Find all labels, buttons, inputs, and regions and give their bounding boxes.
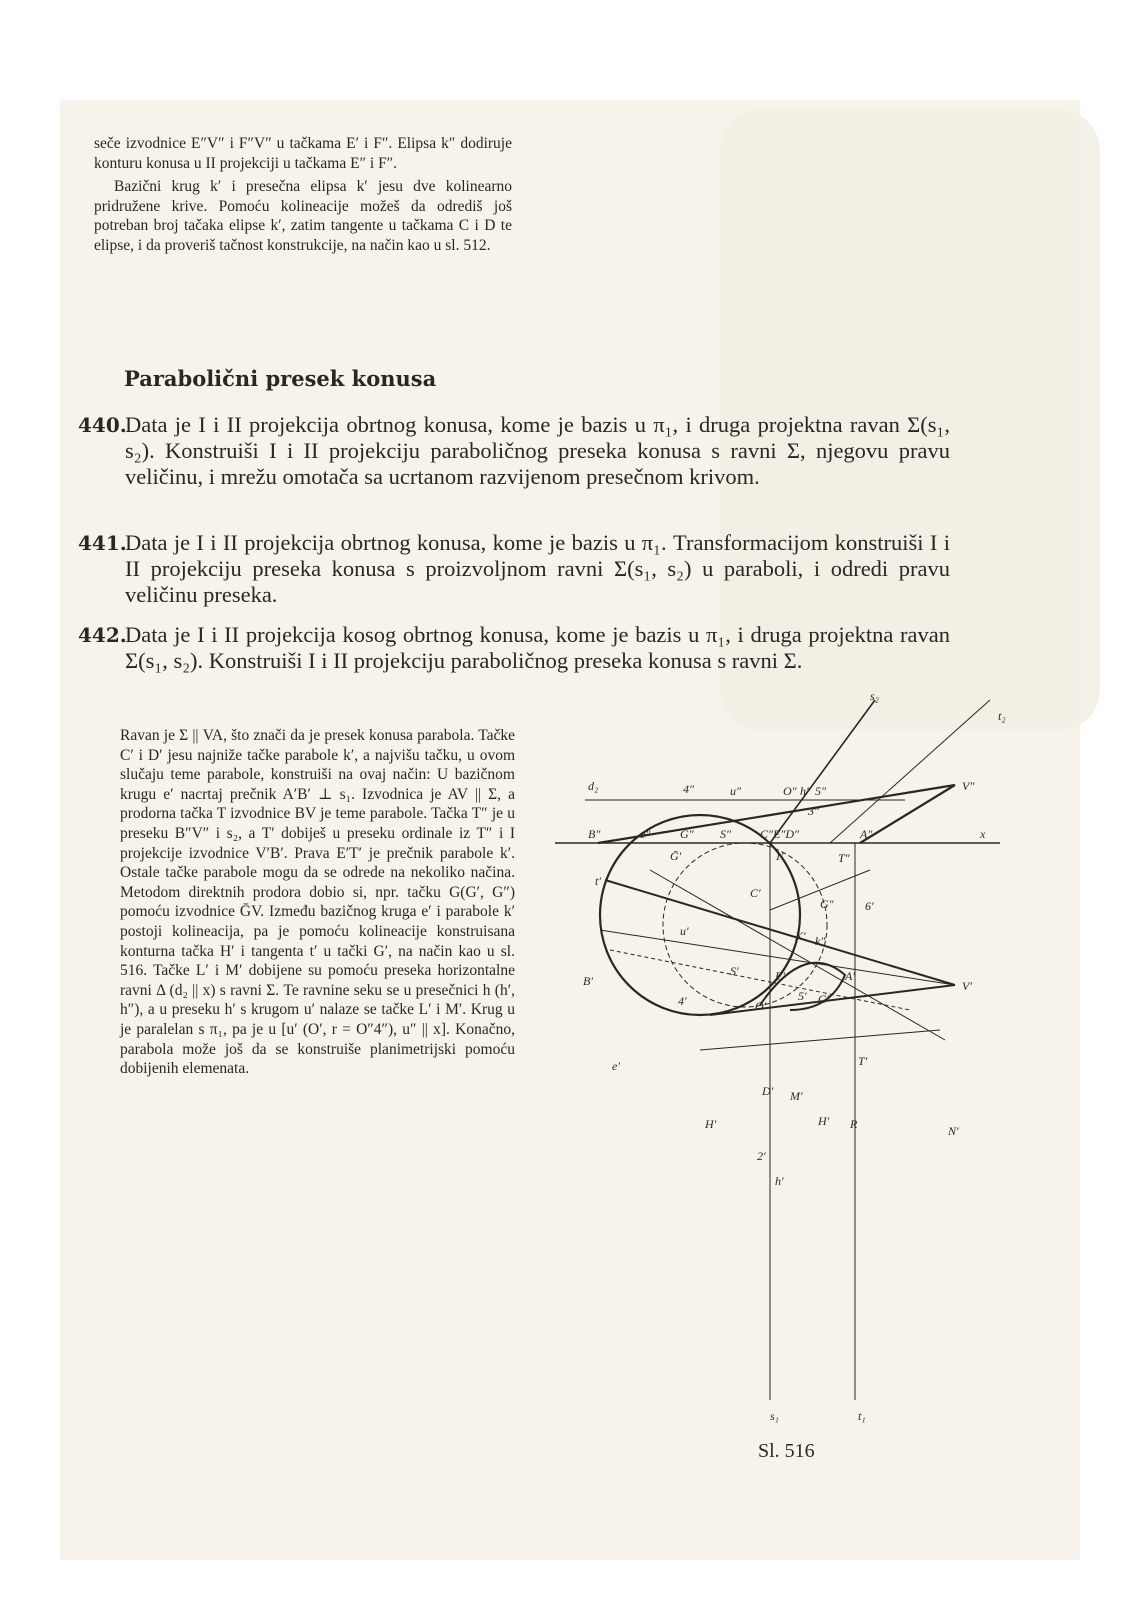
problem-number: 441.	[78, 531, 127, 555]
fig-label: C″E″D″	[760, 827, 799, 841]
fig-label: t₁	[858, 1409, 866, 1423]
fig-label: A′	[845, 969, 855, 983]
intro-paragraph-2: Bazični krug k′ i presečna elipsa k′ jesu dve kolinearno pridružene krive. Pomoću kolineacije možeš da odrediš još potreban broj tačaka elipse k′, zatim tangente u tačkama C i D te elipse, i da proveriš tačnost konstrukcije, na način kao u sl. 512.	[94, 178, 512, 254]
fig-label: O′	[755, 999, 767, 1013]
fig-label: D′	[762, 1084, 774, 1098]
explanation-paragraph: Ravan je Σ || VA, što znači da je presek konusa parabola. Tačke C′ i D′ jesu najniže tačke parabole k′, a najvišu tačku, u ovom slučaju teme parabole, konstruiši na ovaj način: U bazičnom krugu e′ nacrtaj prečnik A′B′ ⊥ s₁. Izvodnica je AV || Σ, a prodorna tačka T izvodnice BV je teme parabole. Tačka T″ je u preseku B″V″ i s₂, a T′ dobiješ u preseku ordinale iz T″ i I projekcije izvodnice V′B′. Prava E′T′ je prečnik parabole k′. Ostale tačke parabole mogu da se odrede na nekoliko načina. Metodom direktnih prodora dobio si, npr. tačku G(G′, G″) pomoću izvodnice ḠV. Između bazičnog kruga e′ i parabole k′ postoji kolineacija, pa je pomoću kolineacije konstruisana konturna tačka H′ i tangenta t′ u tački G′, na način kao u sl. 516. Tačke L′ i M′ dobijene su pomoću preseka horizontalne ravni Δ (d₂ || x) s ravni Σ. Te ravnine seku se u presečnici h (h′, h″), a u preseku h′ s krugom u′ nalaze se tačke L′ i M′. Krug u je paralelan s π₁, pa je u [u′ (O′, r = O″4″), u″ || x]. Konačno, parabola može još da se konstruiše planimetrijski pomoću dobijenih elemenata.	[120, 727, 515, 1078]
fig-label: S″	[720, 827, 731, 841]
s2-trace	[770, 700, 875, 843]
fig-label: M′	[790, 1089, 803, 1103]
fig-label: t₂	[998, 709, 1006, 723]
fig-label: G″	[820, 897, 834, 911]
problem-text: Data je I i II projekcija kosog obrtnog konusa, kome je bazis u π₁, i druga projektna ravan Σ(s₁, s₂). Konstruiši I i II projekciju paraboličnog preseka konusa s ravni Σ.	[125, 622, 950, 673]
fig-label: Ḡ″	[680, 827, 694, 841]
fig-label: d₂	[588, 779, 599, 793]
fig-label: h′	[775, 1174, 784, 1188]
fig-label: B′	[583, 974, 593, 988]
fig-label: u″	[730, 784, 741, 798]
problem-text: Data je I i II projekcija obrtnog konusa, kome je bazis u π₁, i druga projektna ravan Σ(s₁, s₂). Konstruiši I i II projekciju paraboličnog preseka konusa s ravni Σ, njegovu pravu veličinu, i mrežu omotača sa ucrtanom razvijenom presečnom krivom.	[125, 412, 950, 489]
fig-label: V′	[962, 979, 972, 993]
fig-label: 4″	[683, 782, 694, 796]
fig-label: 3″	[808, 804, 819, 818]
fig-label: s₂	[870, 689, 879, 703]
fig-label: T′	[858, 1054, 868, 1068]
fig-label: S′	[730, 964, 739, 978]
fig-label: 4′	[678, 994, 687, 1008]
fig-label: Ḡ′	[670, 849, 682, 863]
ordinal-line	[700, 1030, 940, 1050]
figure-caption: Sl. 516	[758, 1440, 815, 1462]
fig-label: H′	[818, 1114, 830, 1128]
fig-label: 6′	[865, 899, 874, 913]
fig-label: T″	[838, 851, 850, 865]
fig-label: N′	[948, 1124, 959, 1138]
fig-label: K′	[795, 929, 806, 943]
fig-label: R	[850, 1117, 858, 1131]
fig-label: A″	[860, 827, 873, 841]
fig-label: e′	[612, 1059, 620, 1073]
contour-lower	[710, 985, 955, 1015]
fig-label: k″	[815, 934, 826, 948]
fig-label: B″	[588, 827, 601, 841]
fig-label: e″	[640, 827, 651, 841]
fig-label: 5″	[815, 784, 826, 798]
problem-number: 442.	[78, 623, 127, 647]
problem-text: Data je I i II projekcija obrtnog konusa, kome je bazis u π₁. Transformacijom konstruiši I i II projekciju preseka konusa s proizvoljnom ravni Σ(s₁, s₂) u paraboli, i odredi pravu veličinu preseka.	[125, 530, 950, 607]
fig-label: C′	[750, 886, 761, 900]
fig-label: u′	[680, 924, 689, 938]
fig-label: h″	[800, 784, 811, 798]
fig-label: 5′	[798, 989, 807, 1003]
problem-number: 440.	[78, 413, 127, 437]
t2-line	[830, 700, 990, 843]
intro-paragraph-1: seče izvodnice E″V″ i F″V″ u tačkama E′ i F″. Elipsa k″ dodiruje konturu konusa u II projekciji u tačkama E″ i F″.	[94, 135, 512, 172]
fig-label: E′	[775, 969, 785, 983]
fig-label: O″	[783, 784, 797, 798]
fig-label: t′	[595, 874, 601, 888]
fig-label: G′	[818, 992, 830, 1006]
fig-label: 1′	[775, 849, 784, 863]
fig-label: x	[980, 827, 986, 841]
fig-label: V″	[962, 779, 975, 793]
fig-label: 2′	[757, 1149, 766, 1163]
section-title: Parabolični presek konusa	[124, 366, 437, 391]
fig-label: H′	[705, 1117, 717, 1131]
fig-label: s₁	[770, 1409, 779, 1423]
